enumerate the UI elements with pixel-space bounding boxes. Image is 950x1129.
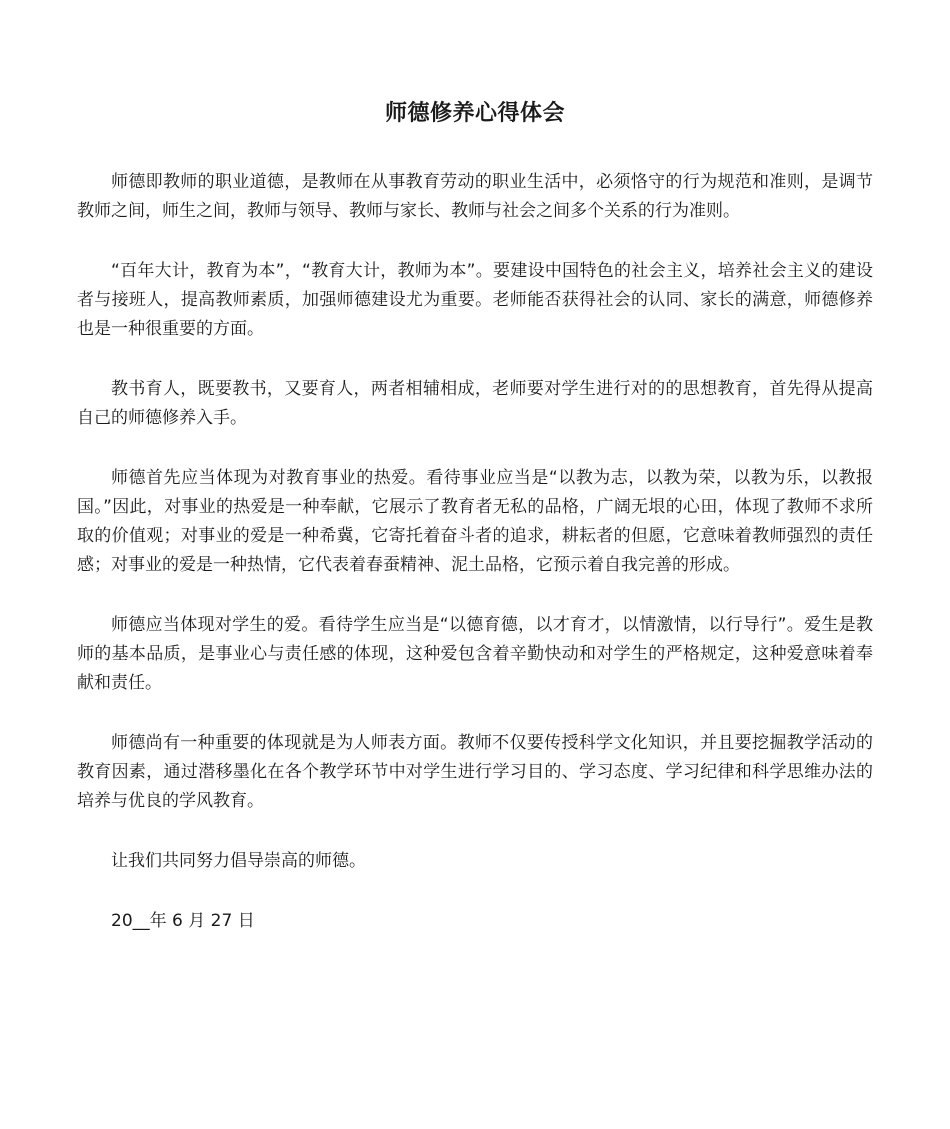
document-body bbox=[77, 168, 873, 936]
paragraph-importance: “百年大计，教育为本”，“教育大计，教师为本”。要建设中国特色的社会主义，培养社会主义的建设者与接班人，提高教师素质，加强师德建设尤为重要。老师能否获得社会的认同、家长的满意，师德修养也是一种很重要的方面。 bbox=[77, 261, 873, 339]
paragraph-love-of-career: 师德首先应当体现为对教育事业的热爱。看待事业应当是“以教为志，以教为荣，以教为乐，以教报国。”因此，对事业的热爱是一种奉献，它展示了教育者无私的品格，广阔无垠的心田，体现了教师不求所取的价值观；对事业的爱是一种希冀，它寄托着奋斗者的追求，耕耘者的但愿，它意味着教师强烈的责任感；对事业的爱是一种热情，它代表着春蚕精神、泥土品格，它预示着自我完善的形成。 bbox=[77, 468, 873, 575]
paragraph-love-of-students: 师德应当体现对学生的爱。看待学生应当是“以德育德，以才育才，以情激情，以行导行”。爱生是教师的基本品质，是事业心与责任感的体现，这种爱包含着辛勤快动和对学生的严格规定，这种爱意味着奉献和责任。 bbox=[77, 615, 873, 693]
paragraph-role-model: 师德尚有一种重要的体现就是为人师表方面。教师不仅要传授科学文化知识，并且要挖掘教学活动的教育因素，通过潜移墨化在各个教学环节中对学生进行学习目的、学习态度、学习纪律和科学思维办法的培养与优良的学风教育。 bbox=[77, 733, 873, 811]
paragraph-definition: 师德即教师的职业道德，是教师在从事教育劳动的职业生活中，必须恪守的行为规范和准则，是调节教师之间，师生之间，教师与领导、教师与家长、教师与社会之间多个关系的行为准则。 bbox=[77, 172, 873, 221]
paragraph-teaching: 教书育人，既要教书，又要育人，两者相辅相成，老师要对学生进行对的的思想教育，首先得从提高自己的师德修养入手。 bbox=[77, 379, 873, 428]
closing-line: 让我们共同努力倡导崇高的师德。 bbox=[111, 851, 366, 871]
document-title: 师德修养心得体会 bbox=[384, 101, 565, 126]
document-date: 20__年 6 月 27 日 bbox=[111, 911, 255, 931]
